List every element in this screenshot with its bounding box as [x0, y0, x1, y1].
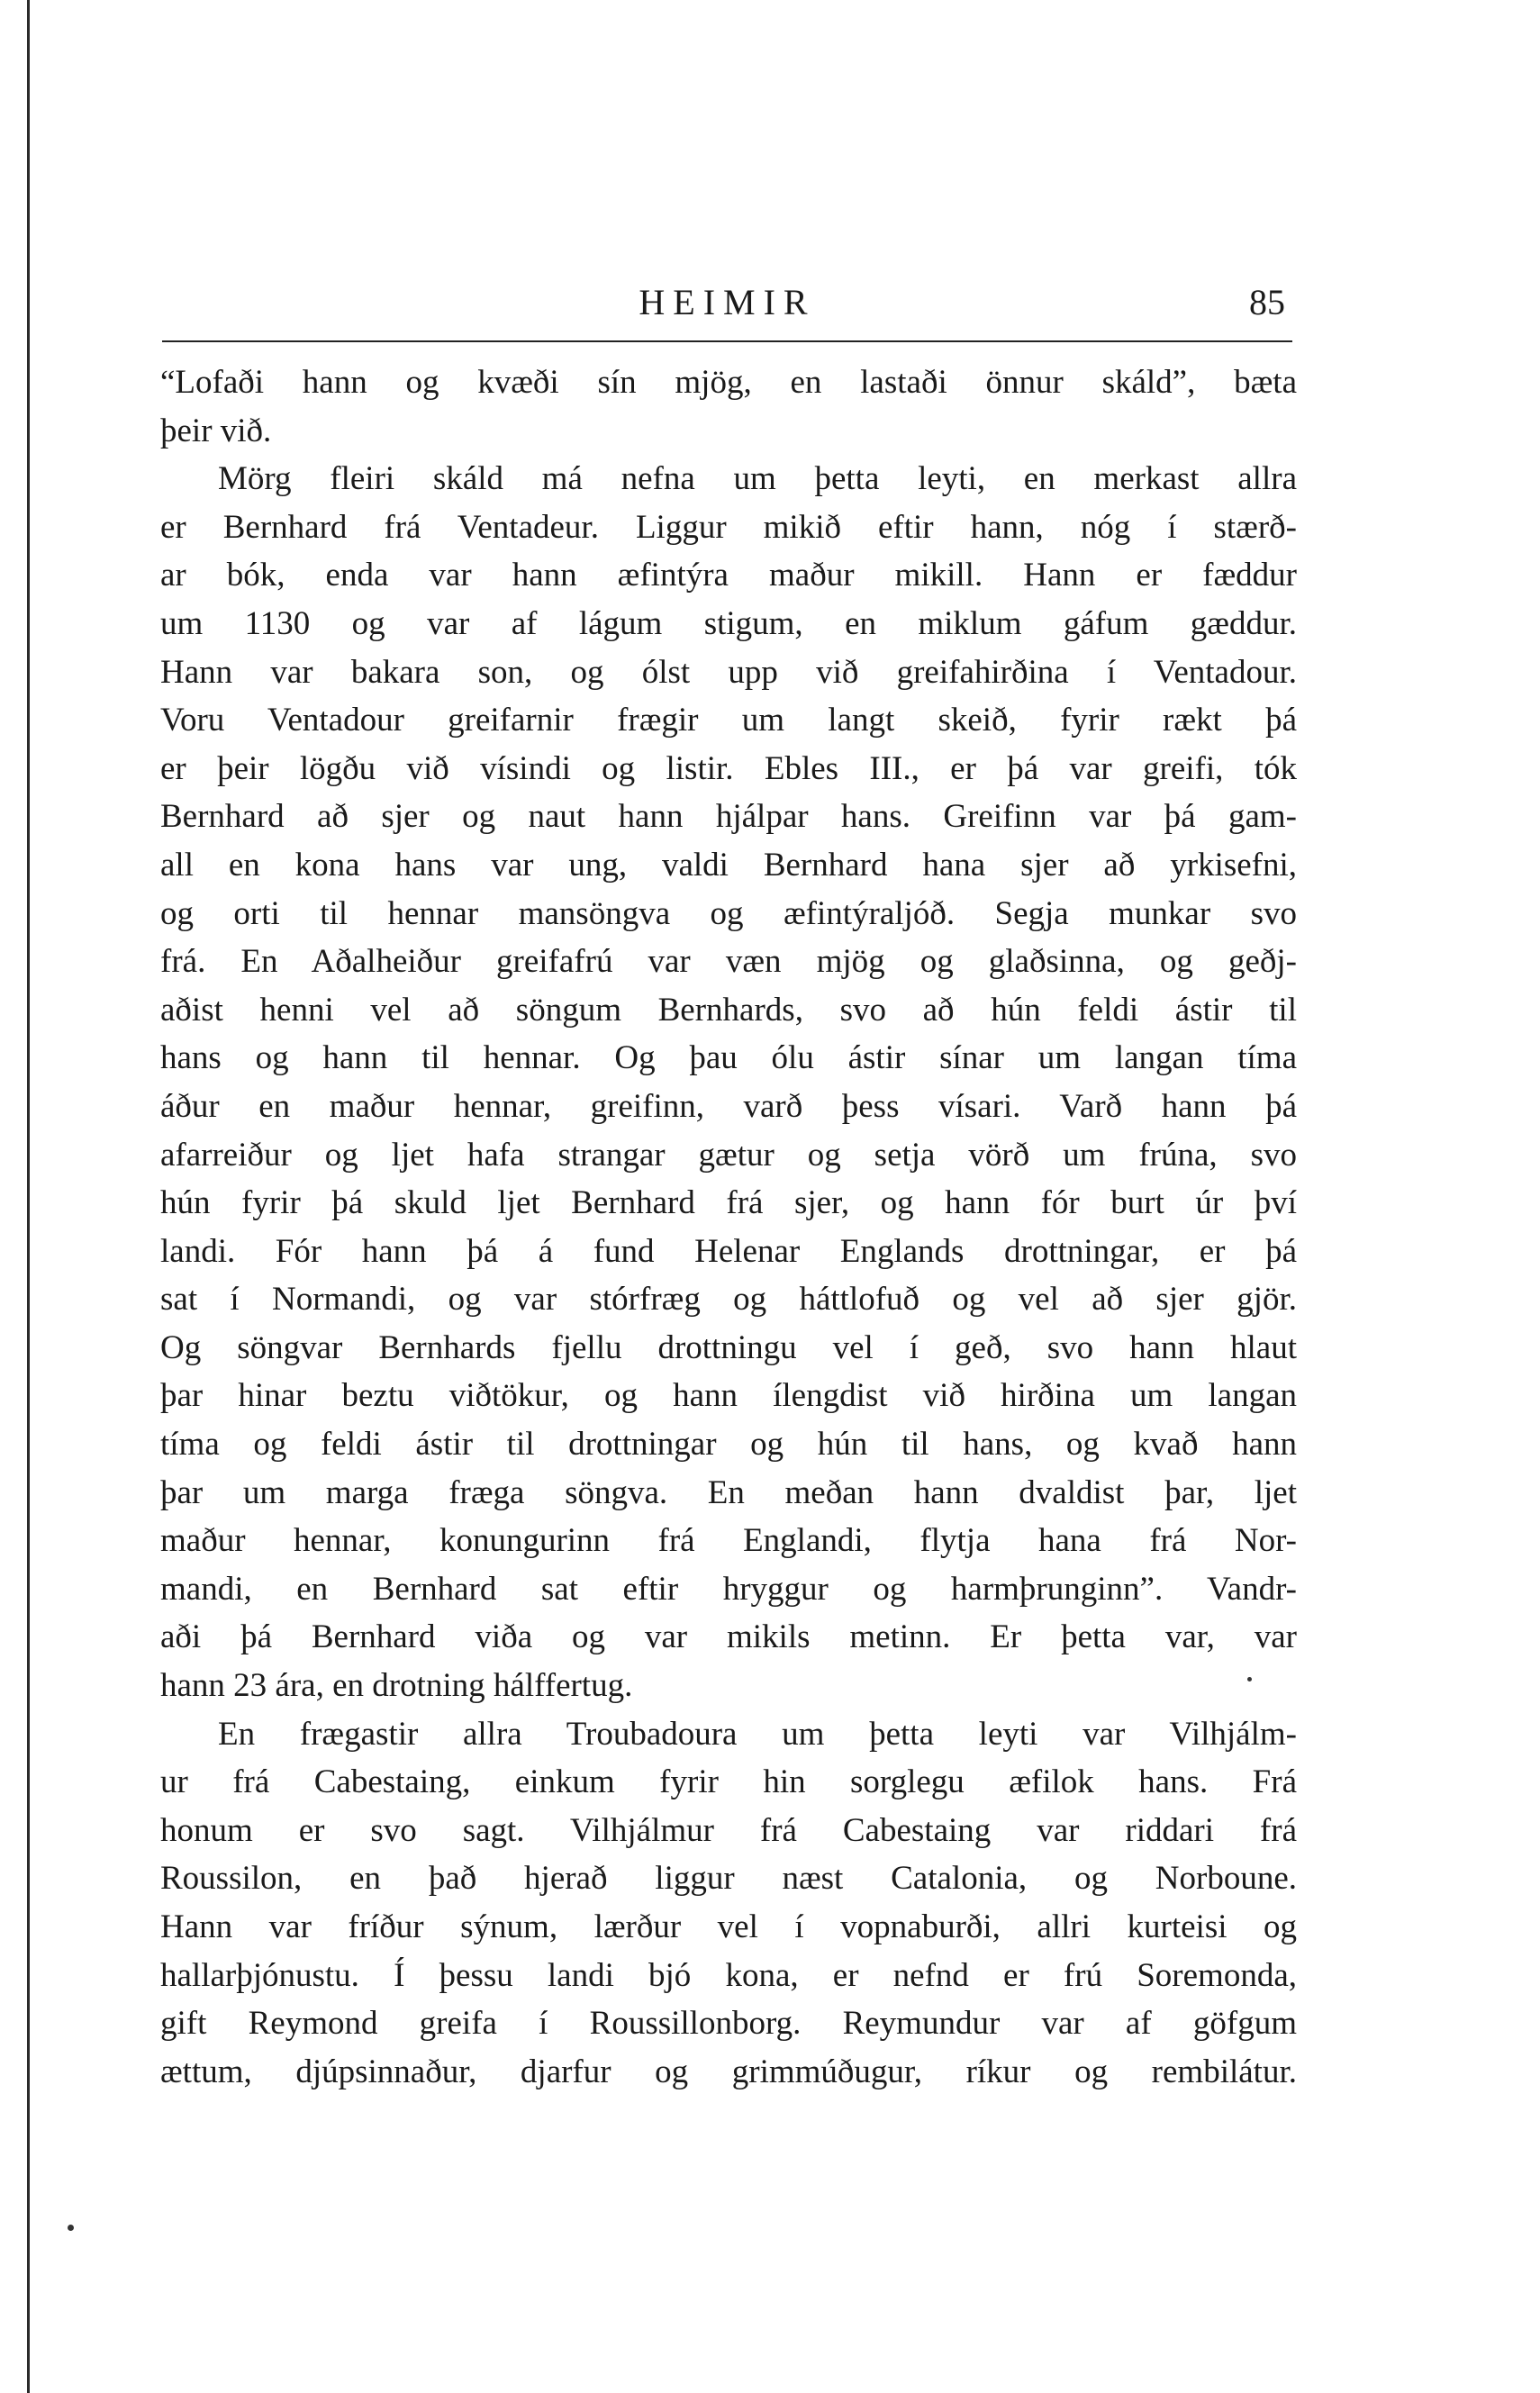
text-line: landi. Fór hann þá á fund Helenar Englands drottningar, er þá — [160, 1232, 1297, 1270]
text-line: ur frá Cabestaing, einkum fyrir hin sorglegu æfilok hans. Frá — [160, 1763, 1297, 1801]
text-line: hallarþjónustu. Í þessu landi bjó kona, er nefnd er frú Soremonda, — [160, 1956, 1297, 1994]
text-line: hann 23 ára, en drotning hálffertug. — [160, 1667, 633, 1705]
text-line: hans og hann til hennar. Og þau ólu ástir sínar um langan tíma — [160, 1039, 1297, 1077]
text-line: mandi, en Bernhard sat eftir hryggur og harmþrunginn”. Vandr- — [160, 1570, 1297, 1608]
text-line: þar um marga fræga söngva. En meðan hann dvaldist þar, ljet — [160, 1473, 1297, 1511]
text-line: tíma og feldi ástir til drottningar og hún til hans, og kvað hann — [160, 1426, 1297, 1464]
text-line: maður hennar, konungurinn frá Englandi, flytja hana frá Nor- — [160, 1522, 1297, 1560]
text-line: Bernhard að sjer og naut hann hjálpar hans. Greifinn var þá gam- — [160, 798, 1297, 836]
text-line: ar bók, enda var hann æfintýra maður mikill. Hann er fæddur — [160, 557, 1297, 594]
page-edge-line — [27, 0, 30, 2393]
page-number: 85 — [1249, 282, 1285, 322]
text-line: afarreiður og ljet hafa strangar gætur og setja vörð um frúna, svo — [160, 1136, 1297, 1174]
text-line: frá. En Aðalheiður greifafrú var væn mjög og glaðsinna, og geðj- — [160, 943, 1297, 981]
header-rule — [162, 340, 1292, 342]
text-line: og orti til hennar mansöngva og æfintýraljóð. Segja munkar svo — [160, 894, 1297, 932]
page-header — [162, 281, 1292, 335]
text-line: ættum, djúpsinnaður, djarfur og grimmúðugur, ríkur og rembilátur. — [160, 2053, 1297, 2090]
ink-speck — [68, 2225, 74, 2231]
text-line: Mörg fleiri skáld má nefna um þetta leyti, en merkast allra — [218, 460, 1297, 498]
text-line: aðist henni vel að söngum Bernhards, svo að hún feldi ástir til — [160, 991, 1297, 1029]
text-line: hún fyrir þá skuld ljet Bernhard frá sjer, og hann fór burt úr því — [160, 1184, 1297, 1222]
text-line: Voru Ventadour greifarnir frægir um langt skeið, fyrir rækt þá — [160, 702, 1297, 739]
text-line: Roussilon, en það hjerað liggur næst Catalonia, og Norboune. — [160, 1860, 1297, 1898]
text-line: gift Reymond greifa í Roussillonborg. Reymundur var af göfgum — [160, 2005, 1297, 2043]
body-text — [160, 358, 1297, 2096]
text-line: honum er svo sagt. Vilhjálmur frá Cabestaing var riddari frá — [160, 1811, 1297, 1849]
text-line: Hann var fríður sýnum, lærður vel í vopnaburði, allri kurteisi og — [160, 1908, 1297, 1945]
text-line: er þeir lögðu við vísindi og listir. Ebles III., er þá var greifi, tók — [160, 749, 1297, 787]
text-line: aði þá Bernhard viða og var mikils metinn. Er þetta var, var — [160, 1618, 1297, 1656]
text-line: þeir við. — [160, 412, 272, 449]
text-line: En frægastir allra Troubadoura um þetta leyti var Vilhjálm- — [218, 1715, 1297, 1753]
text-line: all en kona hans var ung, valdi Bernhard hana sjer að yrkisefni, — [160, 846, 1297, 884]
text-line: “Lofaði hann og kvæði sín mjög, en lastaði önnur skáld”, bæta — [160, 364, 1297, 401]
text-line: Og söngvar Bernhards fjellu drottningu vel í geð, svo hann hlaut — [160, 1328, 1297, 1366]
text-line: áður en maður hennar, greifinn, varð þess vísari. Varð hann þá — [160, 1087, 1297, 1125]
text-line: um 1130 og var af lágum stigum, en miklum gáfum gæddur. — [160, 604, 1297, 642]
text-line: er Bernhard frá Ventadeur. Liggur mikið eftir hann, nóg í stærð- — [160, 508, 1297, 546]
text-line: þar hinar beztu viðtökur, og hann ílengdist við hirðina um langan — [160, 1377, 1297, 1415]
running-head: HEIMIR — [639, 282, 816, 322]
text-line: Hann var bakara son, og ólst upp við greifahirðina í Ventadour. — [160, 653, 1297, 691]
text-line: sat í Normandi, og var stórfræg og háttlofuð og vel að sjer gjör. — [160, 1281, 1297, 1319]
